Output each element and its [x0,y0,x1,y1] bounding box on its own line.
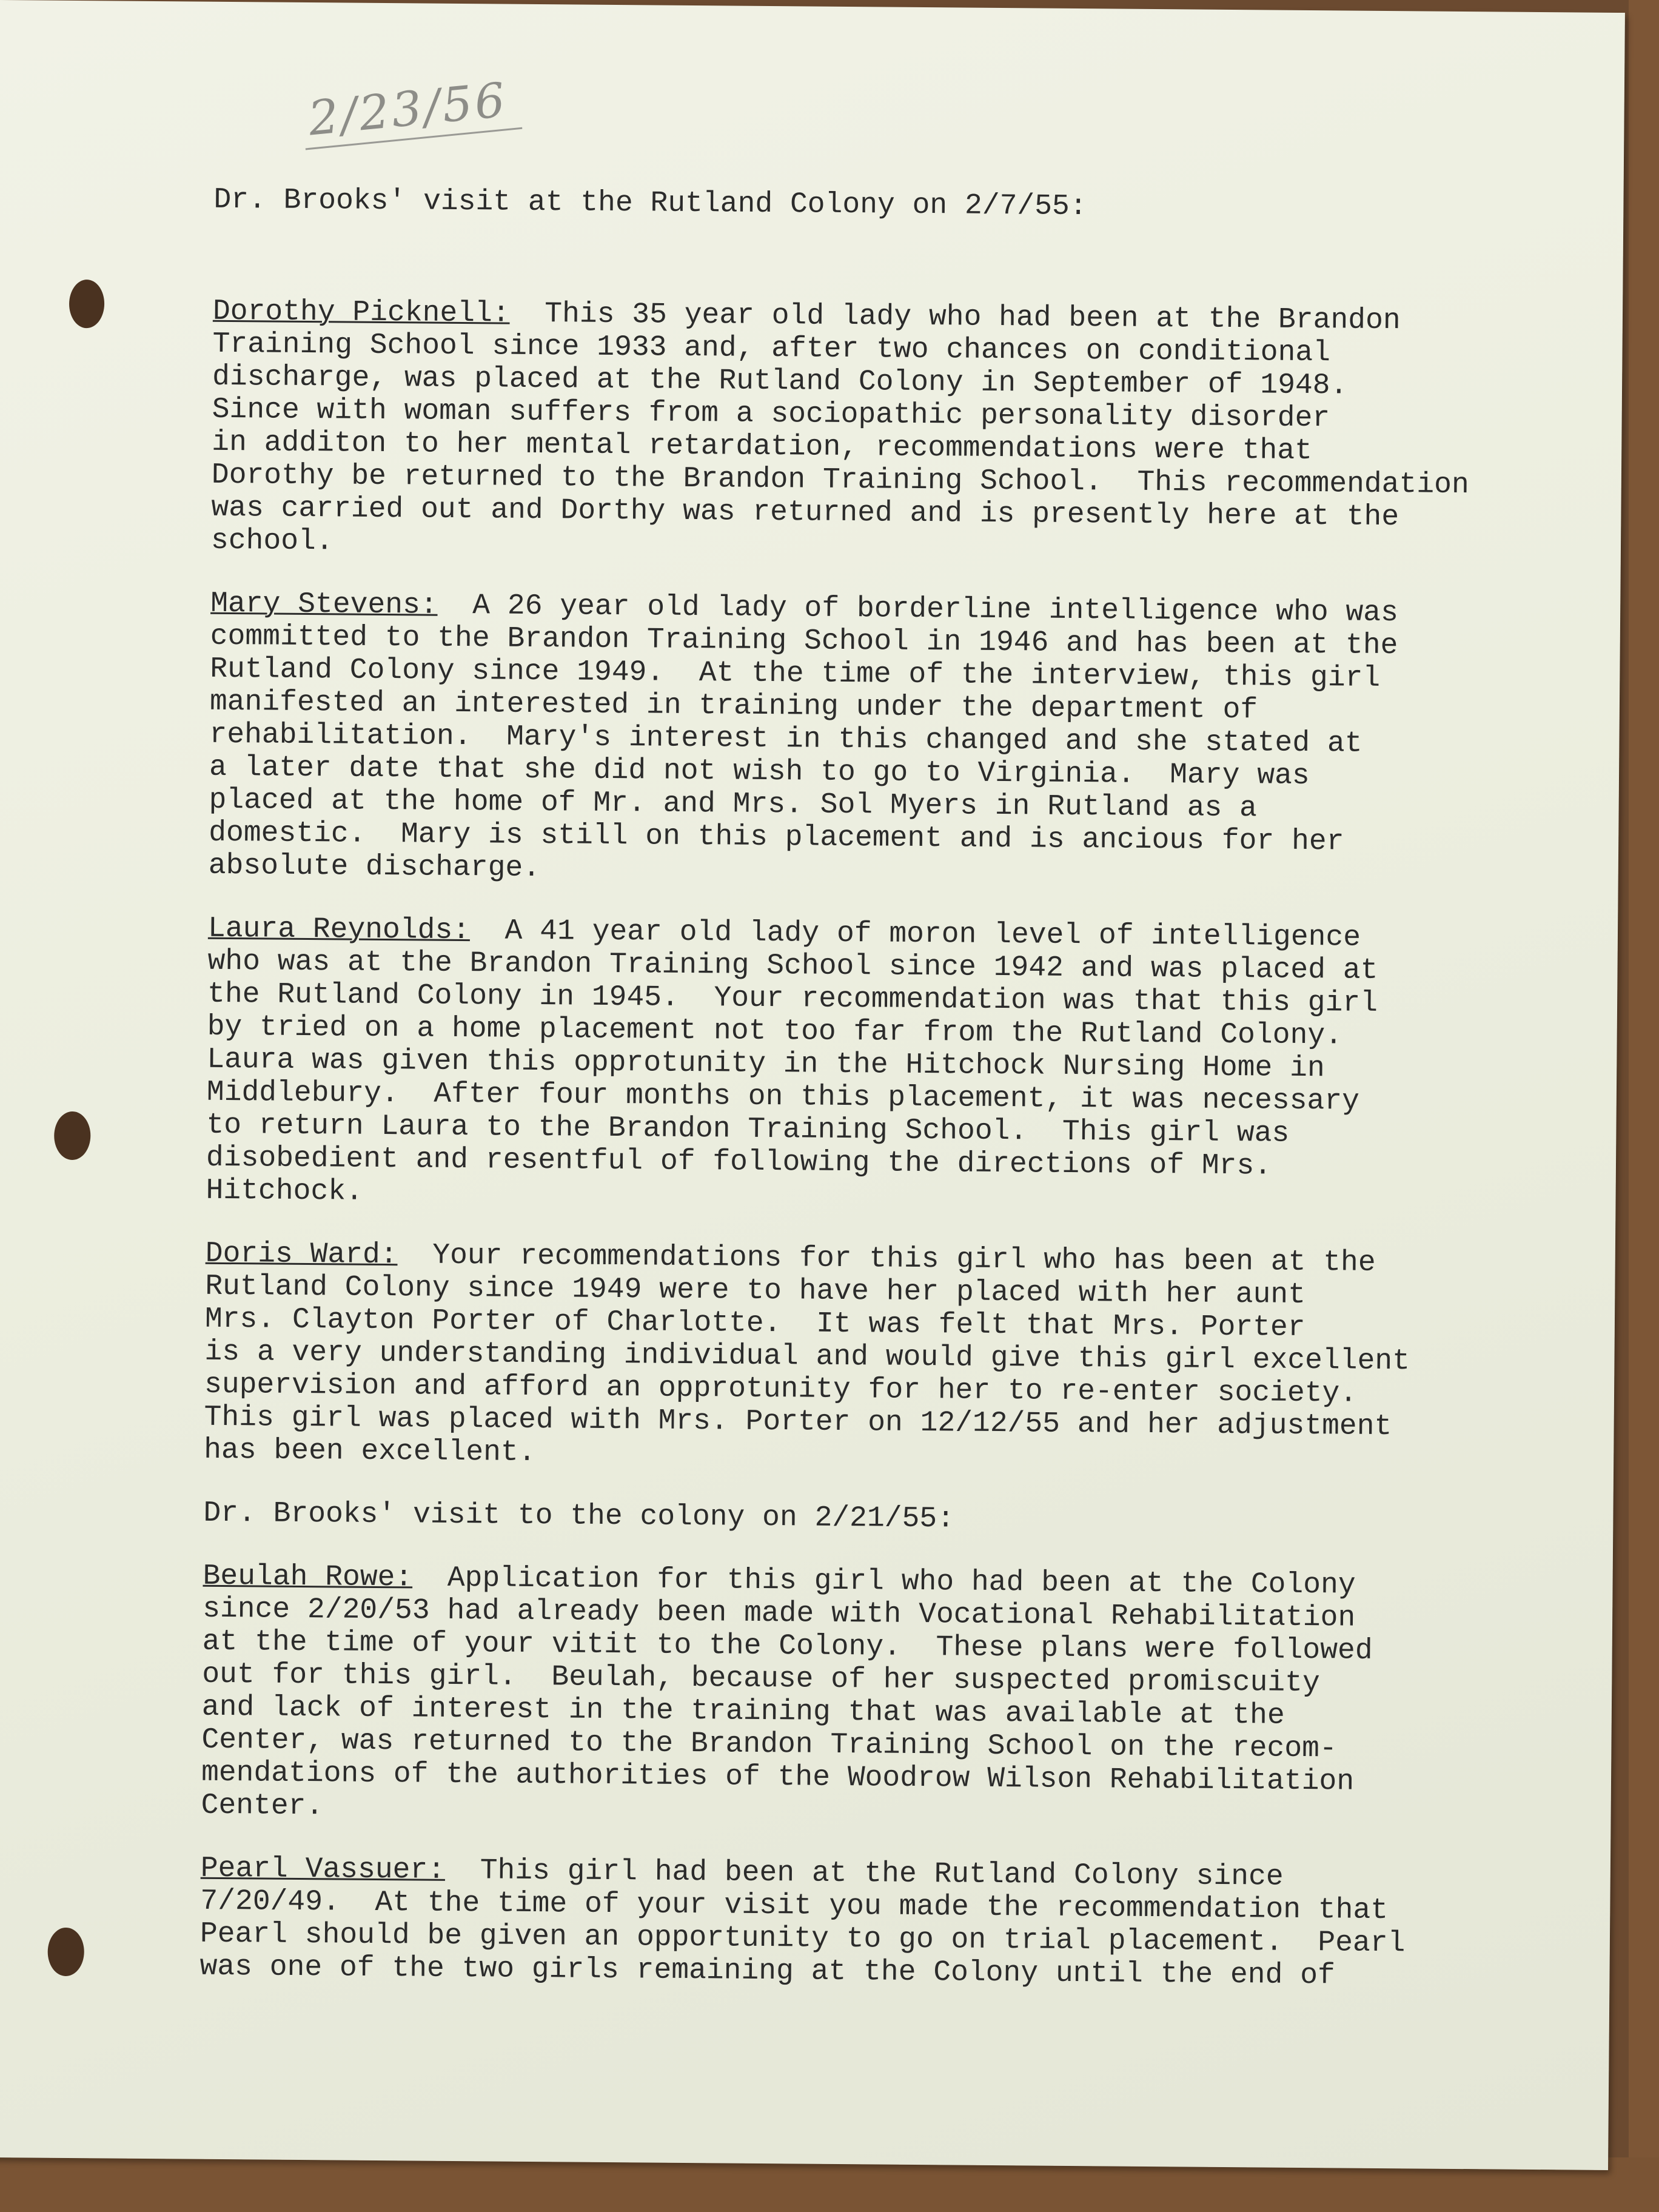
entry-line: committed to the Brandon Training School in 1946 and has been at the [210,620,1398,663]
entry-line: since 2/20/53 had already been made with Vocational Rehabilitation [202,1592,1356,1635]
entry-line: domestic. Mary is still on this placement and is ancious for her [209,816,1344,859]
entry-line: at the time of your vitit to the Colony. These plans were followed [202,1625,1373,1667]
punch-hole [69,280,105,328]
entry-line: by tried on a home placement not too far from the Rutland Colony. [207,1010,1343,1053]
entry-line: out for this girl. Beulah, because of her suspected promiscuity [202,1658,1320,1700]
entry-line: Hitchock. [206,1174,364,1208]
entry-line: Application for this girl who had been at the Colony [412,1561,1356,1602]
entry-line: This 35 year old lady who had been at the Brandon [509,297,1401,338]
resident-name: Mary Stevens: [210,587,438,622]
entry-line: has been excellent. [204,1433,536,1470]
resident-name: Doris Ward: [205,1237,398,1272]
entry-line: the Rutland Colony in 1945. Your recommendation was that this girl [207,977,1378,1020]
entry-line: absolute discharge. [208,849,541,885]
handwritten-date: 2/23/56 [300,72,522,150]
desk-surface-right [1629,0,1659,2212]
resident-name: Beulah Rowe: [203,1560,413,1595]
entry-line: Rutland Colony since 1949. At the time of the interview, this girl [210,652,1381,695]
entry-line: is a very understanding individual and would give this girl excellent [204,1335,1410,1378]
entry-line: 7/20/49. At the time of your visit you made the recommendation that [200,1885,1389,1928]
visit-section [204,184,1609,1478]
visit-section [199,1497,1598,1994]
entry-line: This girl had been at the Rutland Colony since [444,1854,1284,1894]
entry-line: was carried out and Dorthy was returned and is presently here at the [211,491,1399,534]
entry-line: a later date that she did not wish to go to Virginia. Mary was [209,751,1310,793]
entry-line: Pearl should be given an opportunity to go on trial placement. Pearl [199,1917,1406,1960]
resident-name: Laura Reynolds: [207,912,471,948]
entry-line: Your recommendations for this girl who has been at the [397,1239,1376,1279]
document-body [199,184,1609,2025]
entry-line: A 41 year old lady of moron level of intelligence [469,914,1361,954]
resident-entry [206,913,1603,1218]
entry-line: disobedient and resentful of following the directions of Mrs. [206,1141,1272,1183]
entry-line: Rutland Colony since 1949 were to have her placed with her aunt [205,1270,1306,1312]
entry-line: Center, was returned to the Brandon Training School on the recom- [201,1723,1337,1766]
entry-line: Laura was given this opprotunity in the Hitchock Nursing Home in [207,1043,1325,1085]
entry-line: A 26 year old lady of borderline intelligence who was [437,589,1399,630]
resident-name: Dorothy Picknell: [212,295,510,330]
entry-line: placed at the home of Mr. and Mrs. Sol Myers in Rutland as a [209,783,1258,825]
section-heading: Dr. Brooks' visit to the colony on 2/21/55: [203,1496,955,1536]
resident-entry [204,1238,1600,1478]
entry-line: school. [210,524,333,558]
entry-line: who was at the Brandon Training School since 1942 and was placed at [207,945,1378,987]
entry-line: Mrs. Clayton Porter of Charlotte. It was felt that Mrs. Porter [204,1302,1305,1344]
punch-hole [54,1111,91,1160]
resident-entry [211,295,1607,568]
entry-line: in additon to her mental retardation, recommendations were that [212,426,1313,468]
resident-entry [201,1560,1597,1833]
entry-line: to return Laura to the Brandon Training School. This girl was [206,1108,1290,1150]
entry-line: mendations of the authorities of the Woodrow Wilson Rehabilitation [201,1756,1355,1798]
punch-hole [47,1928,84,1976]
entry-line: supervision and afford an opprotunity for her to re-enter society. [204,1368,1358,1410]
entry-line: Middlebury. After four months on this placement, it was necessary [206,1076,1360,1118]
entry-line: manifested an interested in training under the department of [209,685,1258,727]
entry-line: discharge, was placed at the Rutland Colony in September of 1948. [212,360,1348,403]
resident-entry [199,1852,1595,1994]
entry-line: Since with woman suffers from a sociopathic personality disorder [212,393,1330,435]
entry-line: This girl was placed with Mrs. Porter on 12/12/55 and her adjustment [204,1401,1392,1444]
section-heading: Dr. Brooks' visit at the Rutland Colony on 2/7/55: [213,183,1087,224]
entry-line: Training School since 1933 and, after two chances on conditional [212,327,1331,370]
resident-name: Pearl Vassuer: [200,1852,446,1887]
entry-line: rehabilitation. Mary's interest in this changed and she stated at [209,718,1362,760]
entry-line: and lack of interest in the training that was available at the [201,1691,1285,1732]
resident-entry [209,588,1606,893]
entry-line: Center. [201,1789,324,1823]
entry-line: was one of the two girls remaining at the Colony until the end of [199,1950,1336,1992]
entry-line: Dorothy be returned to the Brandon Training School. This recommendation [211,458,1469,502]
